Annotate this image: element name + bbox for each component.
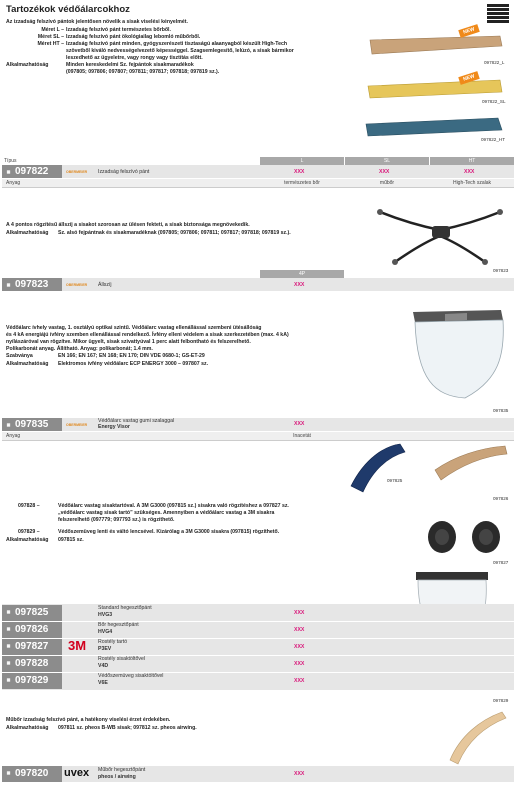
product-model: pheos / airwing (98, 774, 136, 780)
allowed-label: Alkalmazhatóság (6, 725, 49, 731)
variant-text: leszedhető az ügyeletre, vagy rongy vagy tisztítás előtt. (66, 55, 203, 61)
allowed-text: 097815 sz. (58, 537, 84, 543)
uvex-logo: uvex (64, 767, 90, 779)
material-value: Inacetát (293, 433, 311, 439)
table2-header (2, 270, 514, 278)
variant-text: Izzadság felszívó pánt természetes bőrből. (66, 27, 171, 33)
item-text: Védőálarc vastag sisaktartóval. A 3M G3000 (097815 sz.) sisakra való rögzítéshez a 097827 sz. (58, 503, 289, 509)
product-code: ▦ 097828 (2, 656, 62, 672)
section5-desc: Műbőr izzadság felszívó pánt, a hatékony viselési érzet érdekében. (6, 717, 171, 723)
material-label: Anyag (6, 433, 21, 439)
image-caption: 097822_HT (481, 137, 506, 142)
product-description: Bőr hegesztőpánt (98, 622, 139, 628)
product-code: ▦ 097822 (2, 165, 62, 178)
product-description: Védőálarc vastag gumi szalaggal (98, 418, 175, 424)
material-value: High-Tech szalak (452, 180, 492, 186)
price-value: XXX (294, 771, 305, 777)
section2-desc: A 4 pontos rögzítésű állszíj a sisakot szorosan az ülésen fekteti, a sisak biztonsága megnövekedik. (6, 222, 250, 228)
visor-image (405, 300, 510, 405)
price-value: XXX (294, 644, 305, 650)
product-code: ▦ 097829 (2, 673, 62, 689)
price-value: XXX (379, 169, 390, 175)
item-text: Védőszemüveg lenti és váltó lencsével. Kizárólag a 3M G3000 sisakra (097815) rögzíthető. (58, 529, 280, 535)
variant-label: Méret SL – (37, 34, 64, 40)
variant-label: Méret HT – (37, 41, 64, 47)
sweatband-l (370, 36, 502, 54)
section3-line: és 4 kA energiájú ívfény szemben ellenállással rendelkező. Ívfény elleni védelem a sisak szerkezetében (max. 4 kA) (6, 332, 289, 338)
table1-header (2, 157, 514, 165)
new-badge: NEW (458, 24, 479, 38)
item-number: 097828 – (18, 503, 40, 509)
intro-text: Az izzadság felszívó pántok jelentősen növelik a sisak viselési kényelmét. (6, 19, 188, 25)
product-model: V4D (98, 663, 109, 669)
product-description: Izzadság felszívó pánt (98, 169, 150, 175)
product-code: ▦ 097827 (2, 639, 62, 655)
product-description: Standard hegesztőpánt (98, 605, 152, 611)
price-value: XXX (294, 421, 305, 427)
page-title: Tartozékok védőálarcokhoz (6, 4, 130, 15)
variant-text: szövetből kiváló nedvességelvezető képességgel. Szagsemlegesítő, lelúzó, a sisak bármikor (66, 48, 294, 54)
image-caption: 097822_SL (482, 99, 506, 104)
variant-label: Méret L – (41, 27, 64, 33)
headband-images (345, 438, 515, 500)
chin-strap-image (370, 200, 510, 272)
image-caption: 097823 (493, 268, 509, 273)
product-description: Rostély tartó (98, 639, 128, 645)
product-code: ▦ 097835 (2, 418, 62, 431)
item-text: felszerelhető (097779; 097793 sz.) is rögzíthető. (58, 517, 175, 523)
image-caption: 097822_L (484, 60, 505, 65)
standard-text: EN 166; EN 167; EN 168; EN 170; DIN VDE 0680-1; GS-ET-29 (58, 353, 205, 359)
product-code: ▦ 097820 (2, 766, 62, 782)
product-model: HVG4 (98, 629, 113, 635)
price-value: XXX (294, 610, 305, 616)
new-badge: NEW (458, 71, 479, 85)
product-code: ▦ 097826 (2, 622, 62, 638)
section3-line: Védőálarc ívhely vastag, 1. osztályú optikai szintű. Védőálarc vastag ellenállással szembeni ütésállóság (6, 325, 262, 331)
column-header: 4P (260, 270, 344, 278)
item-text: „védőálarc vastag sisak tartó” szükséges. Amennyiben a védőálarc vastag a 3M sisakra (58, 510, 275, 516)
section3-line: Polikarbonát anyag. Állítható. Anyag: polikarbonát; 1.4 mm. (6, 346, 153, 352)
product-description: Rostély sisaktöltővel (98, 656, 145, 662)
image-caption: 097826 (493, 496, 509, 501)
brand-label: OBERMEIER (66, 423, 88, 427)
sweatband-images (360, 18, 510, 148)
earmuff-image (420, 515, 510, 560)
variant-text: Izzadság felszívó pánt ökológiailag lebomló műbőrből. (66, 34, 201, 40)
price-value: XXX (294, 627, 305, 633)
uvex-sweatband-image (440, 706, 510, 766)
product-code: ▦ 097825 (2, 605, 62, 621)
product-model: P3EV (98, 646, 112, 652)
image-caption: 097835 (493, 408, 509, 413)
material-row (2, 179, 514, 188)
brand-label: OBERMEIER (66, 283, 88, 287)
allowed-label: Alkalmazhatóság (6, 62, 49, 68)
image-caption: 097825 (387, 478, 403, 483)
allowed-label: Alkalmazhatóság (6, 230, 49, 236)
material-label: Anyag (6, 180, 21, 186)
sweatband-sl (368, 80, 502, 98)
brand-label: OBERMEIER (66, 170, 88, 174)
image-caption: 097829 (493, 698, 509, 703)
price-value: XXX (294, 282, 305, 288)
product-description: Állszíj (98, 282, 112, 288)
material-value: természetes bőr (284, 180, 320, 186)
price-value: XXX (294, 678, 305, 684)
column-header: HT (430, 157, 514, 165)
allowed-text: Elektromos ívfény védőálarc ECP ENERGY 3000 – 097807 sz. (58, 361, 209, 367)
material-value: műbőr (379, 180, 395, 186)
item-number: 097829 – (18, 529, 40, 535)
3m-logo: 3M (68, 638, 87, 653)
allowed-text: Sz. alsó fejpántnak és sisakmaradéknak (097805; 097806; 097811; 097817; 097818; 097819 sz.). (58, 230, 291, 236)
sweatband-ht (366, 118, 502, 136)
allowed-text: 097811 sz. pheos B-WB sisak; 097812 sz. pheos airwing. (58, 725, 197, 731)
variant-text: Izzadság felszívó pánt minden, gyógyszerészeti tisztaságú alaanyagból készült High-Tech (66, 41, 288, 47)
allowed-label: Alkalmazhatóság (6, 537, 49, 543)
product-model: V6E (98, 680, 108, 686)
section3-line: nyílászáróval van rögzítve. Mikor ügyelt, sisak szivattyúval 1 perc alatt felbontható és felszerelhető. (6, 339, 251, 345)
price-value: XXX (464, 169, 475, 175)
product-description: Műbőr hegesztőpánt (98, 767, 146, 773)
column-header: SL (345, 157, 429, 165)
allowed-text: Minden kereskedelmi Sz. fejpántok sisakmaradékok (66, 62, 194, 68)
product-model: HVG3 (98, 612, 113, 618)
price-value: XXX (294, 661, 305, 667)
column-header: L (260, 157, 344, 165)
image-caption: 097827 (493, 560, 509, 565)
type-label: Típus (4, 158, 17, 164)
price-value: XXX (294, 169, 305, 175)
allowed-text: (097805; 097806; 097807; 097811; 097817; 097818; 097819 sz.). (66, 69, 220, 75)
standard-label: Szabványa (6, 353, 33, 359)
allowed-label: Alkalmazhatóság (6, 361, 49, 367)
product-model: Energy Visor (98, 424, 130, 430)
product-description: Védőszemüveg sisaktöltővel (98, 673, 164, 679)
product-code: ▦ 097823 (2, 278, 62, 291)
